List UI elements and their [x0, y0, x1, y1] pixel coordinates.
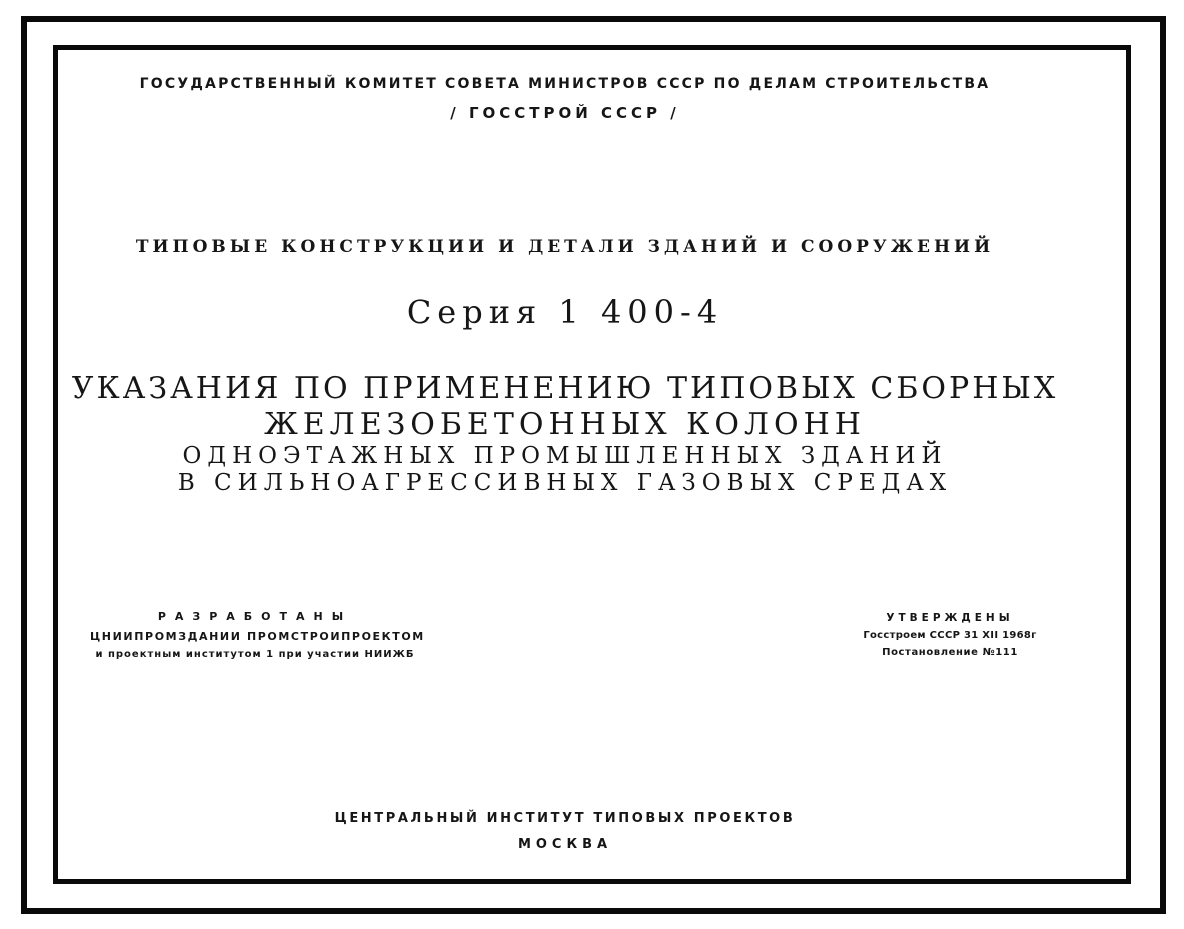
document-title-line-3: ОДНОЭТАЖНЫХ ПРОМЫШЛЕННЫХ ЗДАНИЙ [182, 443, 948, 469]
series-caption: ТИПОВЫЕ КОНСТРУКЦИИ И ДЕТАЛИ ЗДАНИЙ И СООРУЖЕНИЙ [135, 237, 995, 257]
document-title-line-4: В СИЛЬНОАГРЕССИВНЫХ ГАЗОВЫХ СРЕДАХ [177, 470, 953, 496]
approved-decree-number: Постановление №111 [882, 647, 1018, 658]
document-title-line-2: ЖЕЛЕЗОБЕТОННЫХ КОЛОНН [264, 407, 866, 442]
developed-by-block [90, 610, 425, 660]
document-title-line-1: УКАЗАНИЯ ПО ПРИМЕНЕНИЮ ТИПОВЫХ СБОРНЫХ [71, 371, 1059, 406]
developed-participants: и проектным институтом 1 при участии НИИЖБ [95, 649, 415, 660]
series-number: Серия 1 400-4 [406, 293, 724, 331]
developed-heading: РАЗРАБОТАНЫ [157, 610, 353, 623]
approved-by-block [850, 612, 1050, 658]
publisher-line: ЦЕНТРАЛЬНЫЙ ИНСТИТУТ ТИПОВЫХ ПРОЕКТОВ [334, 811, 796, 826]
developed-organizations: ЦНИИПРОМЗДАНИИ ПРОМСТРОИПРОЕКТОМ [90, 630, 425, 643]
issuing-committee-line: ГОСУДАРСТВЕННЫЙ КОМИТЕТ СОВЕТА МИНИСТРОВ СССР ПО ДЕЛАМ СТРОИТЕЛЬСТВА [139, 76, 991, 92]
gosstroy-line: / ГОССТРОЙ СССР / [450, 104, 680, 122]
approved-heading: УТВЕРЖДЕНЫ [886, 612, 1014, 624]
city-line: МОСКВА [517, 837, 613, 852]
approved-authority-date: Госстроем СССР 31 XII 1968г [863, 630, 1037, 641]
